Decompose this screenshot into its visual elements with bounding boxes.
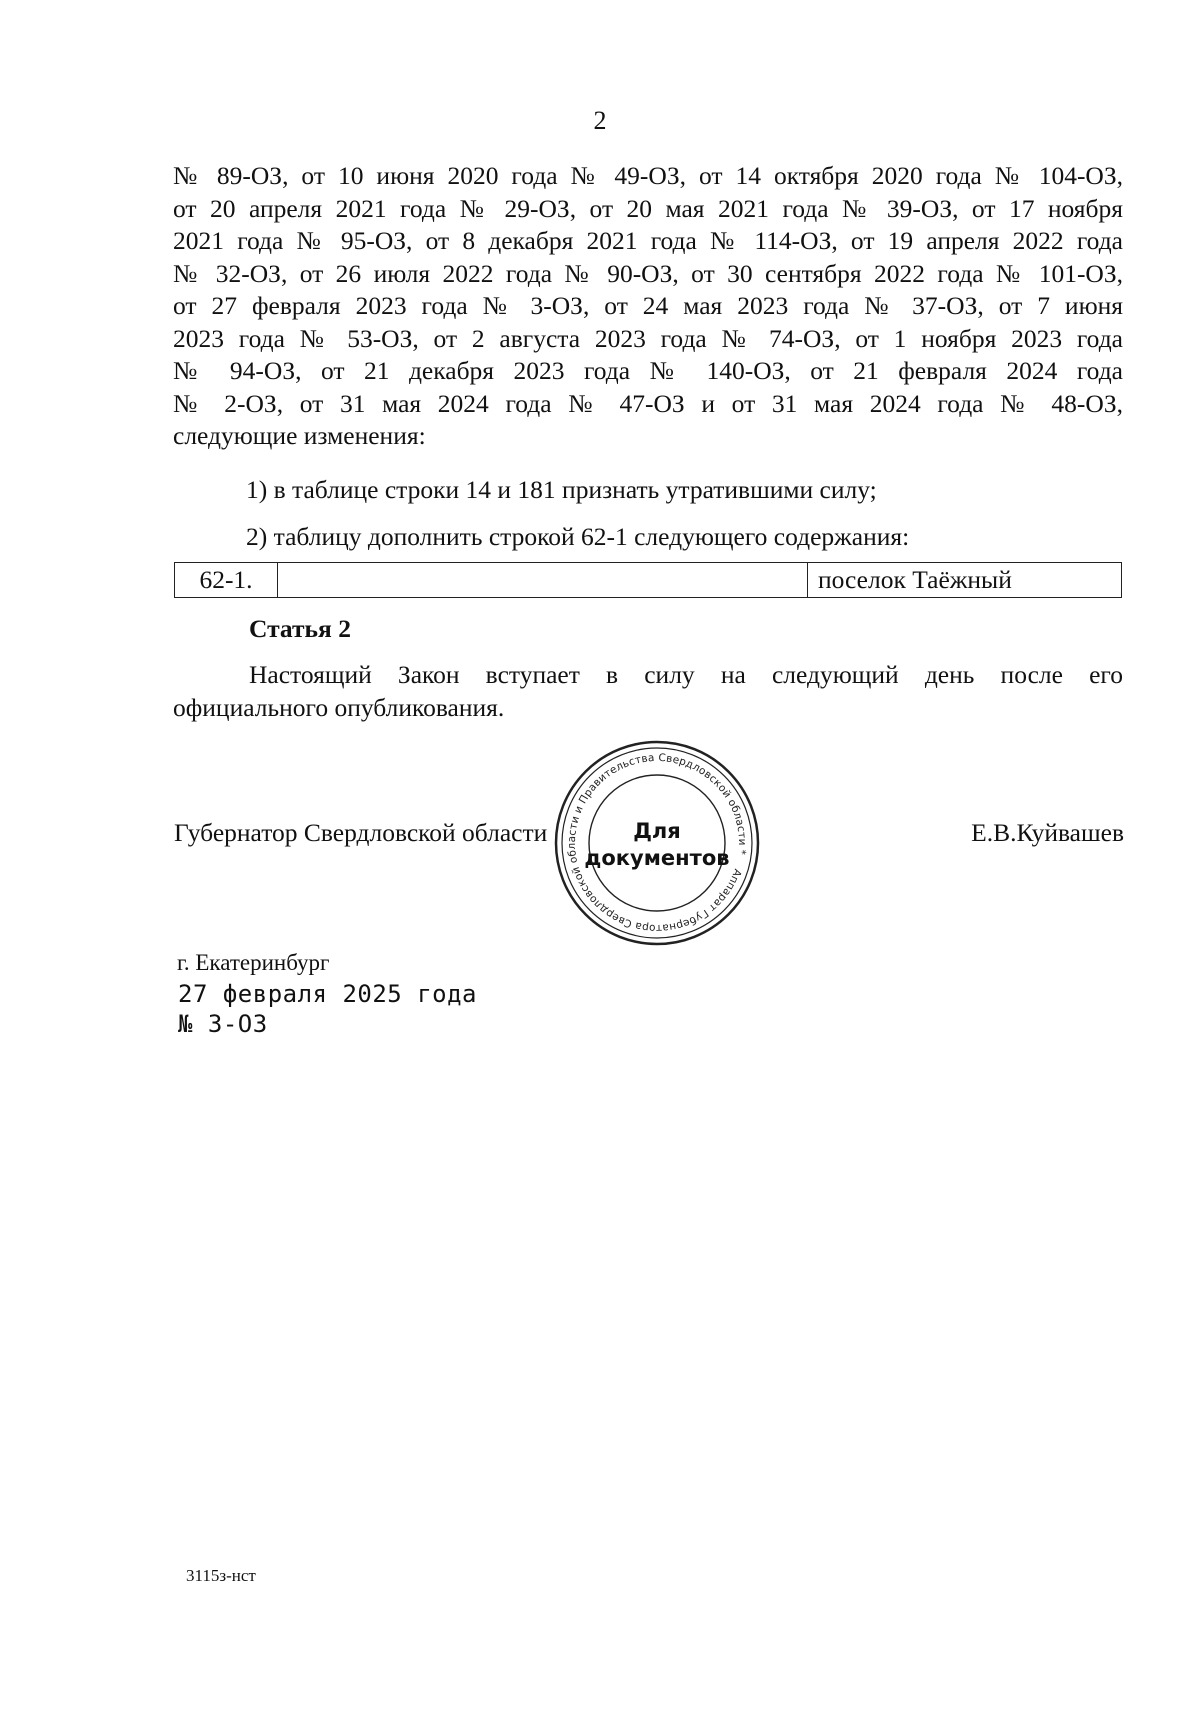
table-cell-settlement-name: поселок Таёжный [818,565,1012,594]
paragraph-line: № 89-ОЗ, от 10 июня 2020 года № 49-ОЗ, от 14 октября 2020 года № 104-ОЗ, [173,161,1123,190]
paragraph-line: следующие изменения: [173,421,426,450]
amendment-item-1: 1) в таблице строки 14 и 181 признать утратившими силу; [246,475,877,504]
stamp-outer-ring-inner [562,748,752,938]
paragraph-line: № 32-ОЗ, от 26 июля 2022 года № 90-ОЗ, от 30 сентября 2022 года № 101-ОЗ, [173,258,1123,288]
paragraph-line: от 27 февраля 2023 года № 3-ОЗ, от 24 мая 2023 года № 37-ОЗ, от 7 июня [173,291,1123,320]
document-code: 3115з-нст [186,1566,256,1585]
paragraph-line: от 20 апреля 2021 года № 29-ОЗ, от 20 мая 2021 года № 39-ОЗ, от 17 ноября [173,193,1123,223]
amendment-list-paragraph [173,160,1123,453]
official-stamp [551,737,763,949]
stamp-ring-text: Аппарат Губернатора Свердловской области и Правительства Свердловской области * [565,751,749,935]
stamp-inner-ring [589,775,725,911]
table-cell-empty [278,563,808,597]
paragraph-line: № 2-ОЗ, от 31 мая 2024 года № 47-ОЗ и от 31 мая 2024 года № 48-ОЗ, [173,388,1123,418]
stamp-center-line-2: документов [584,846,730,870]
paragraph-line: 2023 года № 53-ОЗ, от 2 августа 2023 года № 74-ОЗ, от 1 ноября 2023 года [173,323,1123,353]
paragraph-line: № 94-ОЗ, от 21 декабря 2023 года № 140-ОЗ, от 21 февраля 2024 года [173,356,1123,385]
article-text [173,659,1123,724]
signatory-name: Е.В.Куйвашев [971,818,1124,847]
table-cell-number: 62-1. [175,563,278,597]
article-text-line: Настоящий Закон вступает в силу на следующий день после его [249,660,1123,689]
stamp-outer-ring [556,742,758,944]
signatory-title: Губернатор Свердловской области [174,818,548,847]
stamp-center-line-1: Для [633,819,681,843]
amendment-item-2: 2) таблицу дополнить строкой 62-1 следующего содержания: [246,522,910,551]
page-number: 2 [593,106,607,135]
article-text-line: официального опубликования. [173,692,505,722]
signing-place: г. Екатеринбург [177,950,330,975]
article-heading: Статья 2 [249,614,351,643]
paragraph-line: 2021 года № 95-ОЗ, от 8 декабря 2021 года № 114-ОЗ, от 19 апреля 2022 года [173,226,1123,255]
amendment-table-row [174,562,1122,598]
law-number: № 3-ОЗ [178,1010,268,1038]
stamp-seal-graphic [551,737,763,949]
signing-date: 27 февраля 2025 года [178,980,477,1008]
